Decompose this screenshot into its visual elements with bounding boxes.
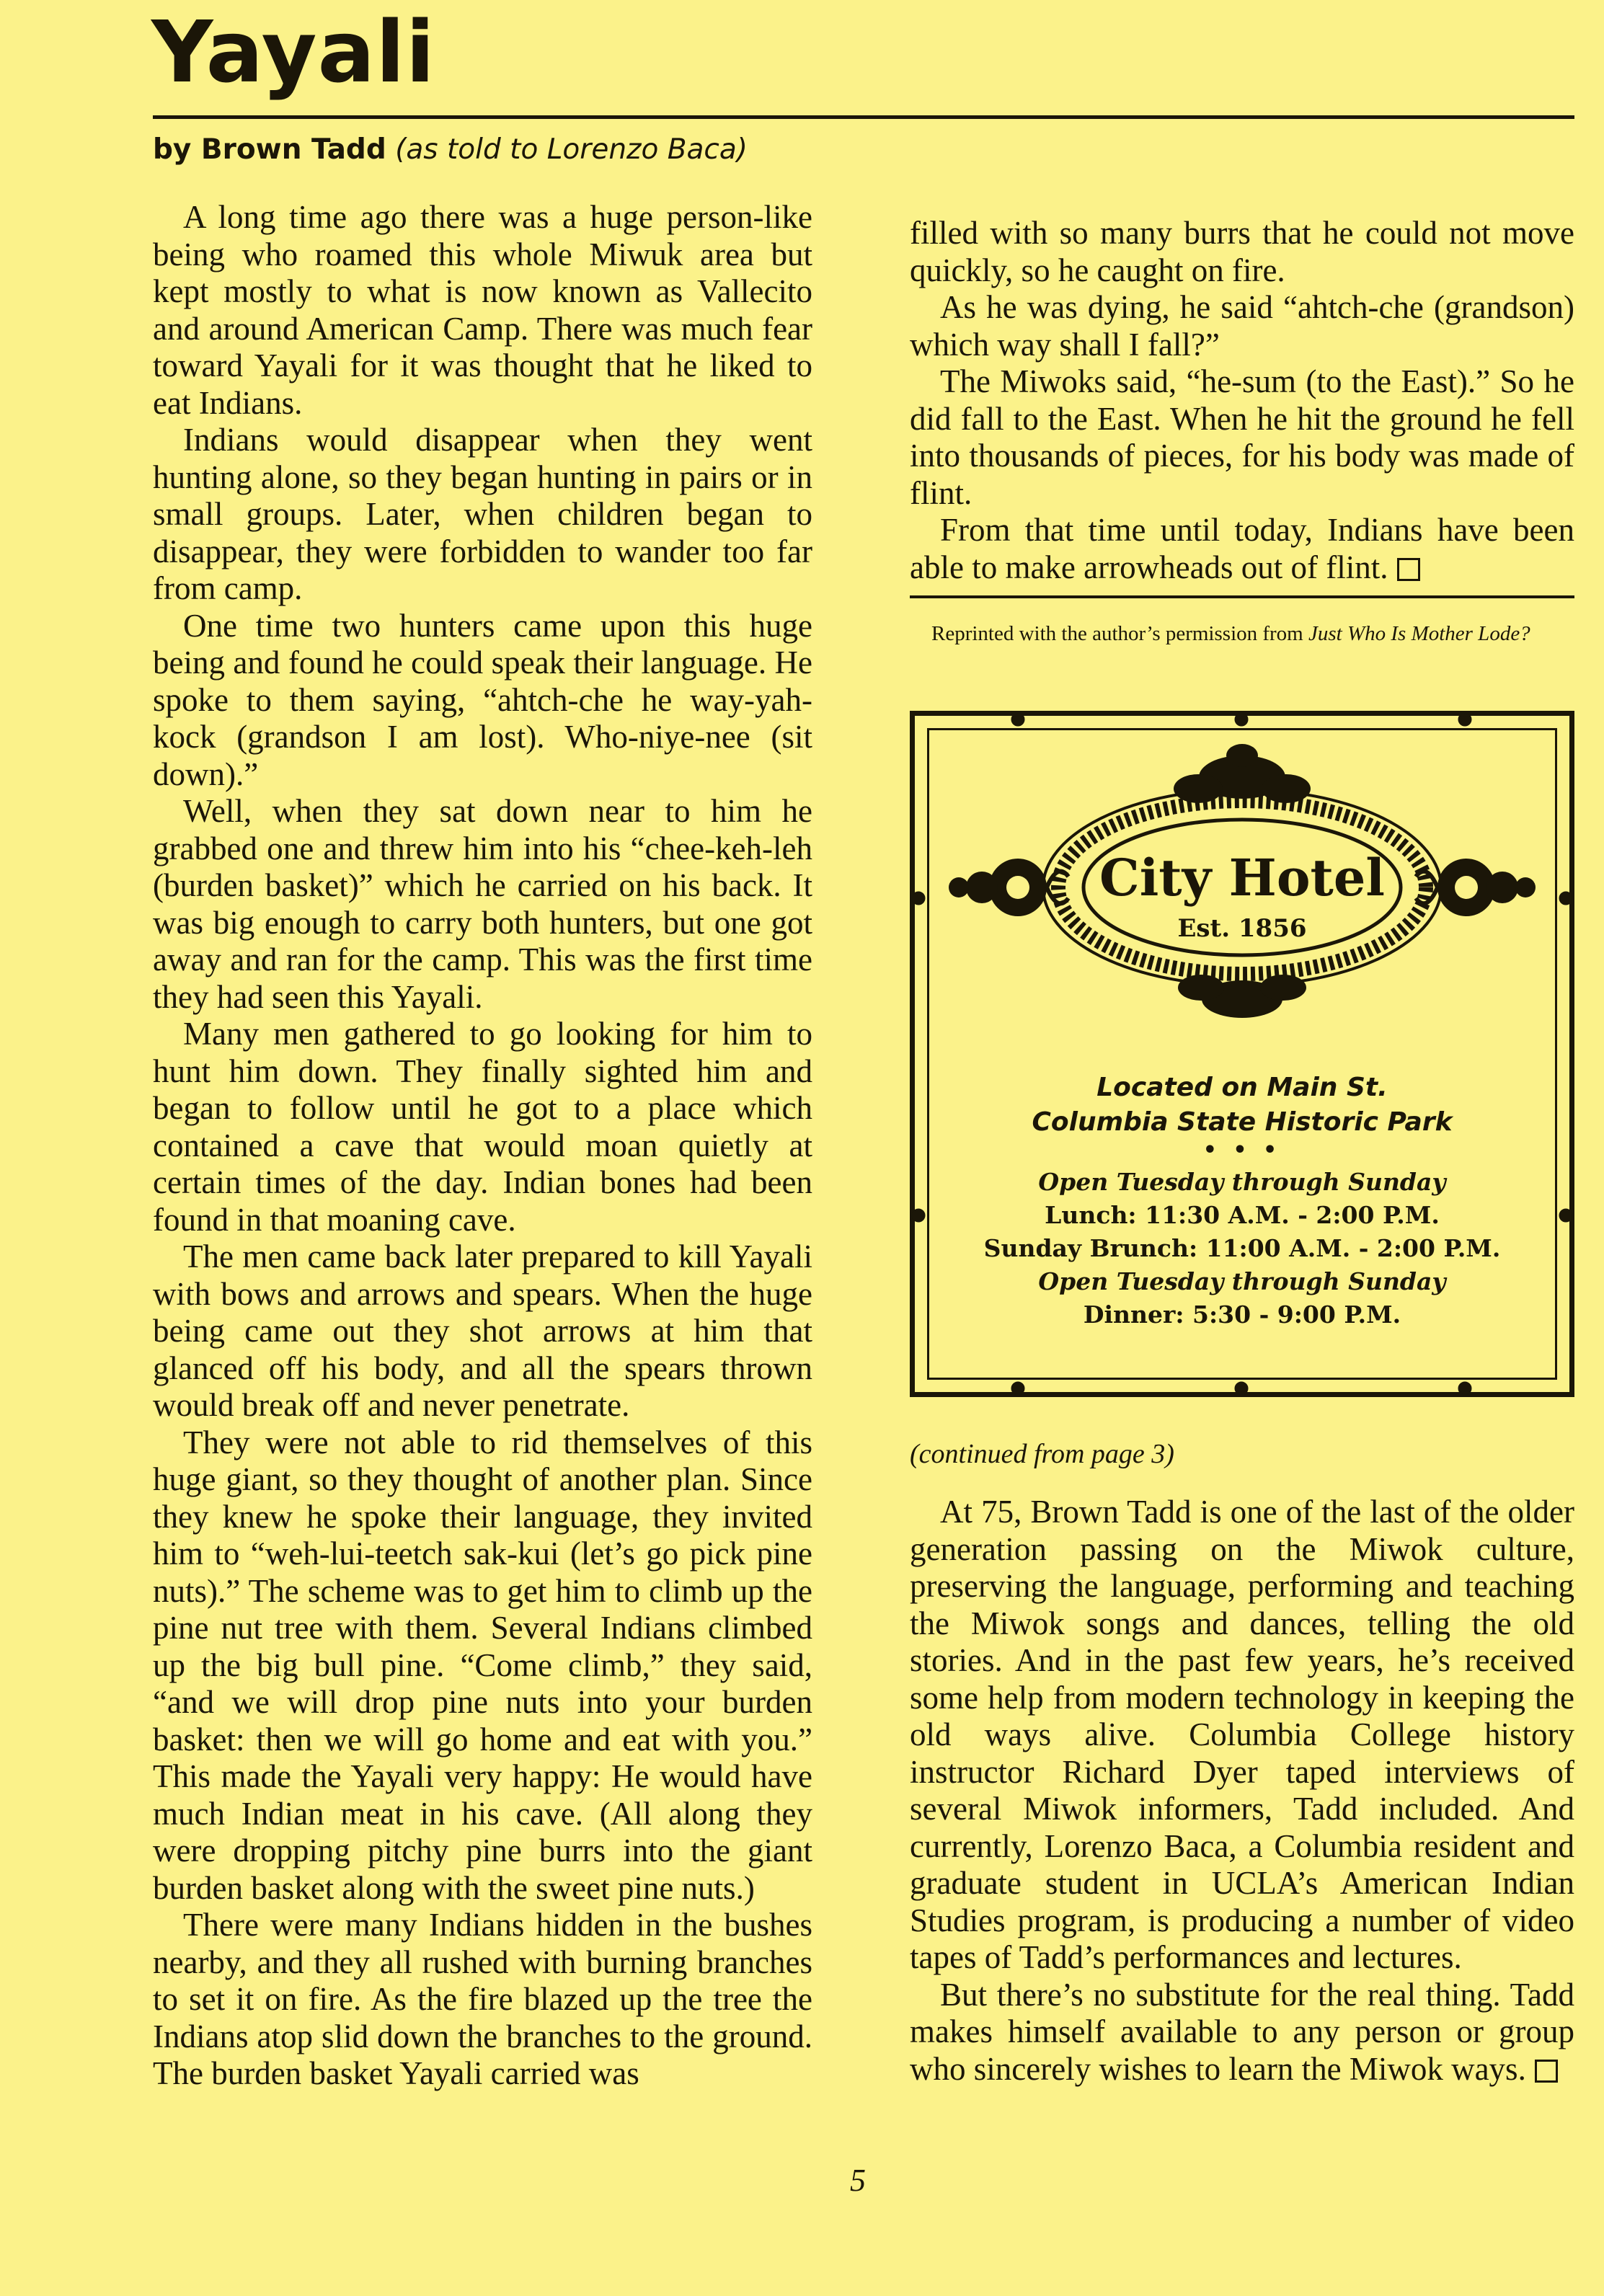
byline-note: (as told to Lorenzo Baca) (395, 133, 748, 166)
profile-paragraph: At 75, Brown Tadd is one of the last of the older generation passing on the Miwok culture, preserving the language, performing and teaching the Miwok songs and dances, telling the old stories. And in the past few years, he’s received some help from modern technology in keeping the old ways alive. Columbia College history instructor Richard Dyer taped interviews of several Miwok informers, Tadd included. And currently, Lorenzo Baca, a Columbia resident and graduate student in UCLA’s American Indian Studies program, is producing a number of video tapes of Tadd’s performances and lectures. (910, 1494, 1574, 1975)
story-paragraph: filled with so many burrs that he could not move quickly, so he caught on fire. (910, 215, 1574, 288)
story-paragraph: Indians would disappear when they went hunting alone, so they began hunting in pairs or in small groups. Later, when children began to disappear, they were forbidden to wander too far from camp. (153, 422, 812, 606)
continued-note: (continued from page 3) (910, 1439, 1174, 1469)
story-end-text: From that time until today, Indians have been able to make arrowheads out of flint. (910, 512, 1574, 585)
reprint-source: Just Who Is Mother Lode? (1308, 622, 1530, 645)
ad-separator: • • • (1202, 1138, 1282, 1163)
story-column-left (153, 199, 812, 2093)
story-paragraph: Many men gathered to go looking for him to hunt him down. They finally sighted him and began to follow until he got to a place which contained a cave that would moan quietly at certain times of the day. Indian bones had been found in that moaning cave. (153, 1016, 812, 1238)
reprint-note (931, 617, 1574, 650)
story-column-right (910, 215, 1574, 586)
end-mark-icon (1397, 558, 1420, 581)
brunch-hours: Sunday Brunch: 11:00 A.M. - 2:00 P.M. (983, 1234, 1501, 1262)
story-paragraph: The Miwoks said, “he-sum (to the East).” So he did fall to the East. When he hit the ground he fell into thousands of pieces, for his body was made of flint. (910, 363, 1574, 511)
hotel-location: Located on Main St. (1096, 1073, 1388, 1102)
profile-end-text: But there’s no substitute for the real thing. Tadd makes himself available to any person or group who sincerely wishes to learn the Miwok ways. (910, 1976, 1574, 2087)
hotel-park: Columbia State Historic Park (1032, 1107, 1453, 1137)
end-mark-icon (1535, 2060, 1558, 2083)
page-number: 5 (850, 2163, 866, 2198)
profile-column (910, 1494, 1574, 2088)
lunch-hours: Lunch: 11:30 A.M. - 2:00 P.M. (1045, 1201, 1440, 1229)
hotel-name: City Hotel (1099, 848, 1385, 908)
story-paragraph: The men came back later prepared to kill Yayali with bows and arrows and spears. When the huge being came out they shot arrows at him that glanced off his body, and all the spears thrown would break off and never penetrate. (153, 1238, 812, 1423)
dinner-hours: Dinner: 5:30 - 9:00 P.M. (1083, 1300, 1401, 1329)
title-rule (153, 115, 1574, 119)
story-paragraph: There were many Indians hidden in the bushes nearby, and they all rushed with burning branches to set it on fire. As the fire blazed up the tree the Indians atop slid down the branches to the ground. The burden basket Yayali carried was (153, 1907, 812, 2091)
story-paragraph: One time two hunters came upon this huge being and found he could speak their language. He spoke to them saying, “ahtch-che he way-yah-kock (grandson I am lost). Who-niye-nee (sit down).” (153, 607, 812, 792)
byline-author: by Brown Tadd (153, 133, 386, 166)
profile-paragraph-final (910, 1977, 1574, 2088)
story-paragraph: A long time ago there was a huge person-like being who roamed this whole Miwuk area but kept mostly to what is now known as Vallecito and around American Camp. There was much fear toward Yayali for it was thought that he liked to eat Indians. (153, 199, 812, 421)
open-days: Open Tuesday through Sunday (1038, 1267, 1446, 1295)
open-days: Open Tuesday through Sunday (1038, 1168, 1446, 1196)
story-paragraph: As he was dying, he said “ahtch-che (grandson) which way shall I fall?” (910, 289, 1574, 363)
story-paragraph: They were not able to rid themselves of this huge giant, so they thought of another plan. Since they knew he spoke their language, they invited him to “weh-lui-teetch sak-kui (let’s go pick pine nuts).” The scheme was to get him to climb up the pine nut tree with them. Several Indians climbed up the big bull pine. “Come climb,” they said, “and we will drop pine nuts into your burden basket: then we will go home and eat with you.” This made the Yayali very happy: He would have much Indian meat in his cave. (All along they were dropping pitchy pine burrs into the giant burden basket along with the sweet pine nuts.) (153, 1424, 812, 1906)
hotel-established: Est. 1856 (1177, 914, 1307, 943)
article-title: Yayali (151, 2, 436, 102)
section-rule (910, 595, 1574, 598)
story-paragraph: Well, when they sat down near to him he grabbed one and threw him into his “chee-keh-leh (burden basket)” which he carried on his back. It was big enough to carry both hunters, but one got away and ran for the camp. This was the first time they had seen this Yayali. (153, 793, 812, 1015)
city-hotel-advertisement (910, 711, 1574, 1397)
story-paragraph-final (910, 512, 1574, 586)
reprint-prefix: Reprinted with the author’s permission from (931, 622, 1303, 645)
byline (153, 128, 748, 172)
